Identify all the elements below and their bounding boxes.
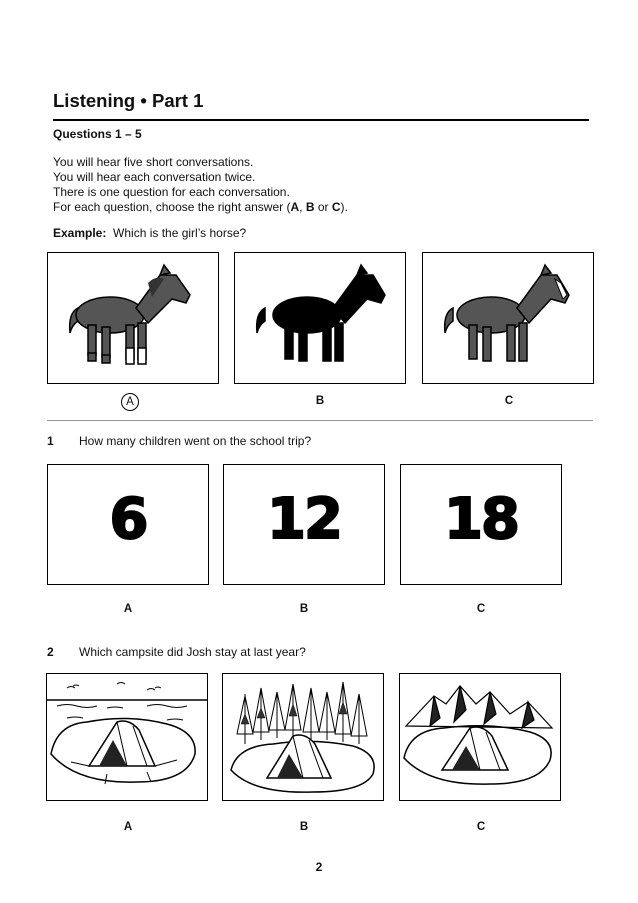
question-2-text: Which campsite did Josh stay at last year? [79,645,306,659]
question-1-option-c-image[interactable] [400,464,562,585]
question-2-option-a-image[interactable] [46,673,208,801]
page-title: Listening • Part 1 [53,90,204,111]
forest-campsite-icon [223,674,383,800]
question-1-label-b[interactable]: B [299,603,309,615]
number-twelve: 12 [267,487,341,552]
example-label: Example: [53,226,107,240]
question-1-label-c[interactable]: C [476,603,486,615]
title-rule [53,119,589,121]
example-text: Which is the girl’s horse? [113,226,247,240]
example-label-a[interactable] [110,393,150,411]
instruction-prefix: For each question, choose the right answer ( [53,200,291,214]
instruction-suffix: ). [340,200,348,214]
example-label-b[interactable]: B [315,395,325,407]
lake-campsite-icon [47,674,207,800]
instruction-option-b: B [305,200,315,214]
grey-horse-white-socks-icon [48,253,218,383]
question-2-label-c[interactable]: C [476,821,486,833]
question-1-label-a[interactable]: A [123,603,133,615]
example-option-b-image[interactable] [234,252,406,384]
question-1-option-a-image[interactable] [47,464,209,585]
instructions [53,155,348,215]
instruction-option-a: A [290,200,300,214]
section-divider [47,420,593,421]
question-2-label-a[interactable]: A [123,821,133,833]
example-question [53,226,246,240]
question-2-number: 2 [47,645,54,659]
example-option-c-image[interactable] [422,252,594,384]
question-2-option-c-image[interactable] [399,673,561,801]
instruction-line-2: You will hear each conversation twice. [53,170,256,184]
question-1-number: 1 [47,434,54,448]
black-horse-icon [235,253,405,383]
instruction-line-3: There is one question for each conversation. [53,185,290,199]
question-2-option-b-image[interactable] [222,673,384,801]
number-six: 6 [109,487,147,552]
question-1-option-b-image[interactable] [223,464,385,585]
mountain-campsite-icon [400,674,560,800]
questions-heading: Questions 1 – 5 [53,127,142,141]
grey-horse-white-face-icon [423,253,593,383]
instruction-line-1: You will hear five short conversations. [53,155,254,169]
instruction-sep2: or [314,200,332,214]
number-eighteen: 18 [444,487,518,552]
example-label-c[interactable]: C [504,395,514,407]
example-answer-circle: A [121,393,139,411]
page-number: 2 [315,860,323,874]
question-1-text: How many children went on the school trip? [79,434,312,448]
question-2-label-b[interactable]: B [299,821,309,833]
example-option-a-image[interactable] [47,252,219,384]
instruction-option-c: C [331,200,341,214]
instruction-line-4 [53,200,348,215]
instruction-sep1: , [299,200,306,214]
